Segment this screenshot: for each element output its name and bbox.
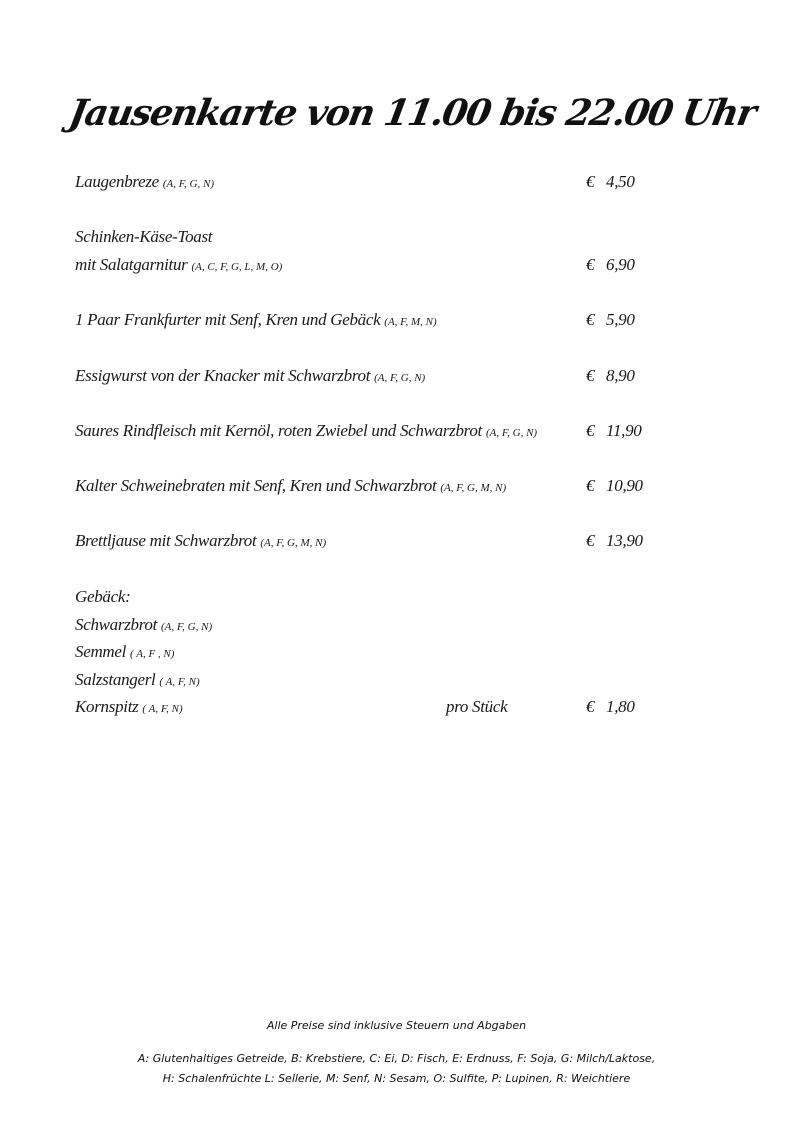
currency-symbol: € [586, 476, 595, 495]
price-value: 8,90 [606, 366, 635, 385]
currency-symbol: € [586, 172, 595, 191]
item-allergens: (A, F, G, M, N) [260, 537, 327, 549]
menu-item-toast-line1 [75, 227, 212, 247]
menu-item-toast [75, 255, 282, 277]
currency-symbol: € [586, 366, 595, 385]
menu-item-essigwurst [75, 366, 425, 388]
menu-item-brettljause [75, 531, 326, 553]
item-name: Essigwurst von der Knacker mit Schwarzbrot [75, 366, 371, 385]
item-name: Laugenbreze [75, 172, 159, 191]
item-allergens: ( A, F , N) [130, 648, 175, 660]
baked-goods-heading: Gebäck: [75, 587, 131, 606]
baked-item-semmel [75, 642, 174, 664]
item-price [586, 476, 643, 496]
menu-item-rindfleisch [75, 421, 537, 443]
item-name: 1 Paar Frankfurter mit Senf, Kren und Gebäck [75, 310, 381, 329]
item-price [586, 255, 635, 275]
item-name: Brettljause mit Schwarzbrot [75, 531, 257, 550]
item-name: Salzstangerl [75, 670, 156, 689]
item-allergens: (A, F, G, N) [162, 178, 214, 190]
currency-symbol: € [586, 310, 595, 329]
menu-title: Jausenkarte von 11.00 bis 22.00 Uhr [66, 92, 759, 134]
allergen-legend-line1: A: Glutenhaltiges Getreide, B: Krebstiere, C: Ei, D: Fisch, E: Erdnuss, F: Soja, G: Milch/Laktose, [137, 1052, 656, 1065]
price-value: 4,50 [606, 172, 635, 191]
item-allergens: (A, C, F, G, L, M, O) [191, 261, 283, 273]
item-price [586, 310, 635, 330]
currency-symbol: € [586, 531, 595, 550]
baked-price [586, 697, 635, 717]
price-value: 13,90 [606, 531, 643, 550]
item-allergens: (A, F, G, M, N) [440, 482, 507, 494]
taxes-note: Alle Preise sind inklusive Steuern und Abgaben [266, 1019, 527, 1032]
baked-item-salzstangerl [75, 670, 200, 692]
item-name: Saures Rindfleisch mit Kernöl, roten Zwiebel und Schwarzbrot [75, 421, 482, 440]
item-name: Schinken-Käse-Toast [75, 227, 213, 246]
item-name: Kalter Schweinebraten mit Senf, Kren und Schwarzbrot [75, 476, 437, 495]
menu-item-laugenbreze [75, 172, 214, 194]
price-value: 11,90 [606, 421, 642, 440]
price-value: 5,90 [606, 310, 635, 329]
item-name: Kornspitz [75, 697, 139, 716]
item-allergens: ( A, F, N) [142, 703, 183, 715]
item-price [586, 366, 635, 386]
item-price [586, 421, 642, 441]
currency-symbol: € [586, 255, 595, 274]
currency-symbol: € [586, 697, 595, 716]
item-name: mit Salatgarnitur [75, 255, 188, 274]
price-value: 10,90 [606, 476, 643, 495]
allergen-legend-line2: H: Schalenfrüchte L: Sellerie, M: Senf, N: Sesam, O: Sulfite, P: Lupinen, R: Weichtiere [162, 1072, 631, 1085]
baked-item-schwarzbrot [75, 615, 212, 637]
baked-unit-label: pro Stück [446, 697, 508, 716]
item-name: Semmel [75, 642, 127, 661]
price-value: 1,80 [606, 697, 635, 716]
currency-symbol: € [586, 421, 595, 440]
item-name: Schwarzbrot [75, 615, 158, 634]
price-value: 6,90 [606, 255, 635, 274]
item-price [586, 172, 635, 192]
item-allergens: (A, F, M, N) [384, 316, 437, 328]
item-allergens: (A, F, G, N) [374, 372, 426, 384]
baked-item-kornspitz [75, 697, 183, 719]
menu-item-schweinebraten [75, 476, 506, 498]
item-price [586, 531, 643, 551]
item-allergens: ( A, F, N) [159, 676, 200, 688]
item-allergens: (A, F, G, N) [485, 427, 538, 439]
menu-item-frankfurter [75, 310, 437, 332]
item-allergens: (A, F, G, N) [160, 621, 213, 633]
